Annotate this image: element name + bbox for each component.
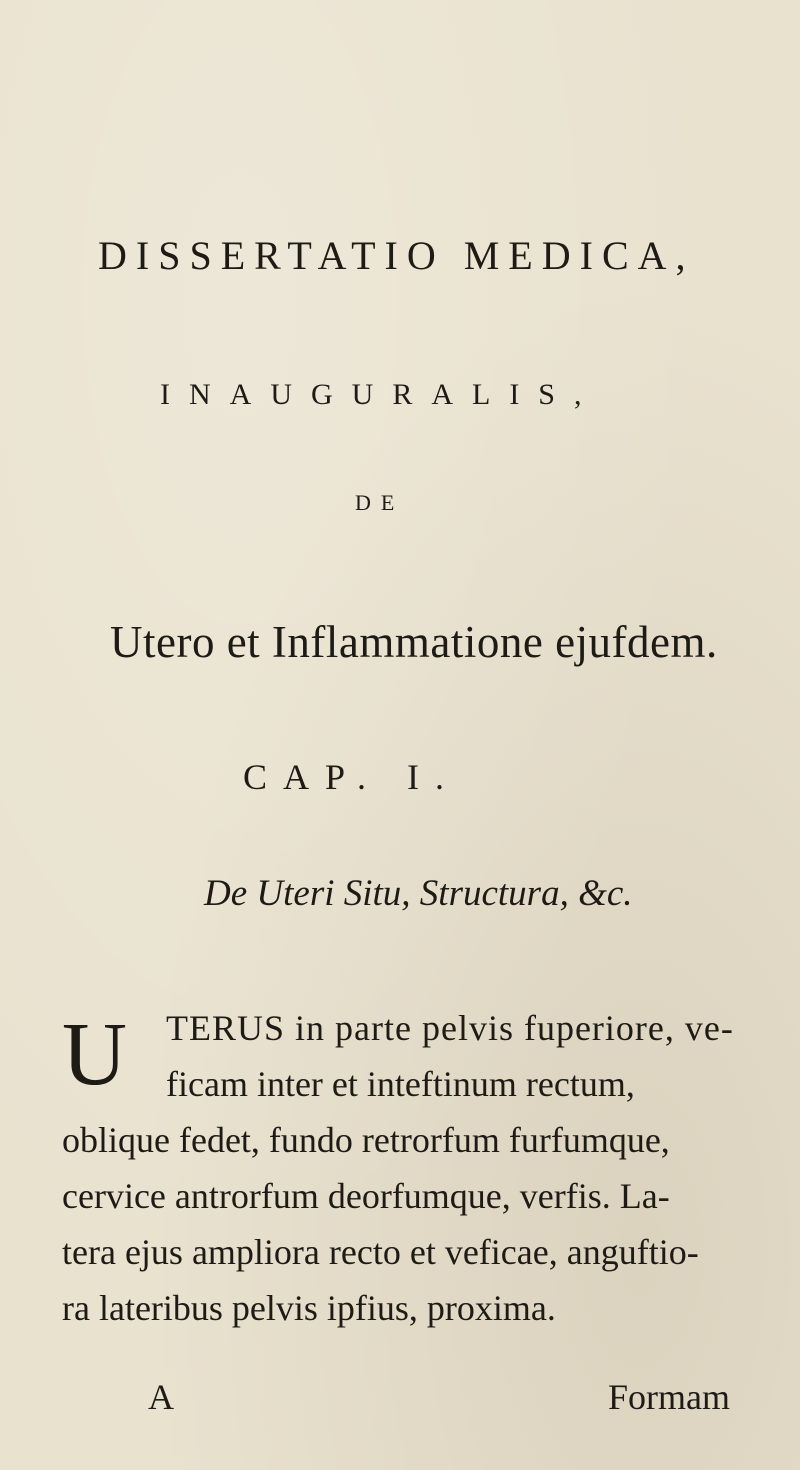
chapter-heading: CAP. I. <box>243 757 461 797</box>
catchword: Formam <box>608 1377 730 1417</box>
title-line-de: DE <box>355 490 405 515</box>
title-subject: Utero et Inflammatione ejufdem. <box>110 617 718 667</box>
body-paragraph <box>62 1000 742 1336</box>
paragraph-line: ra lateribus pelvis ipfius, proxima. <box>62 1288 556 1328</box>
title-line-dissertatio: DISSERTATIO MEDICA, <box>98 233 695 278</box>
paragraph-line: oblique fedet, fundo retrorfum furfumque, <box>62 1120 670 1160</box>
signature-mark: A <box>148 1377 174 1417</box>
title-line-inauguralis: INAUGURALIS, <box>160 378 601 411</box>
chapter-subtitle: De Uteri Situ, Structura, &c. <box>204 873 633 914</box>
paragraph-line: cervice antrorfum deorfumque, verfis. La- <box>62 1176 670 1216</box>
paragraph-line: ficam inter et inteftinum rectum, <box>166 1064 635 1104</box>
paragraph-line: tera ejus ampliora recto et veficae, anguftio- <box>62 1232 699 1272</box>
drop-cap: U <box>62 1005 127 1104</box>
paragraph-line: TERUS in parte pelvis fuperiore, ve- <box>166 1008 734 1048</box>
